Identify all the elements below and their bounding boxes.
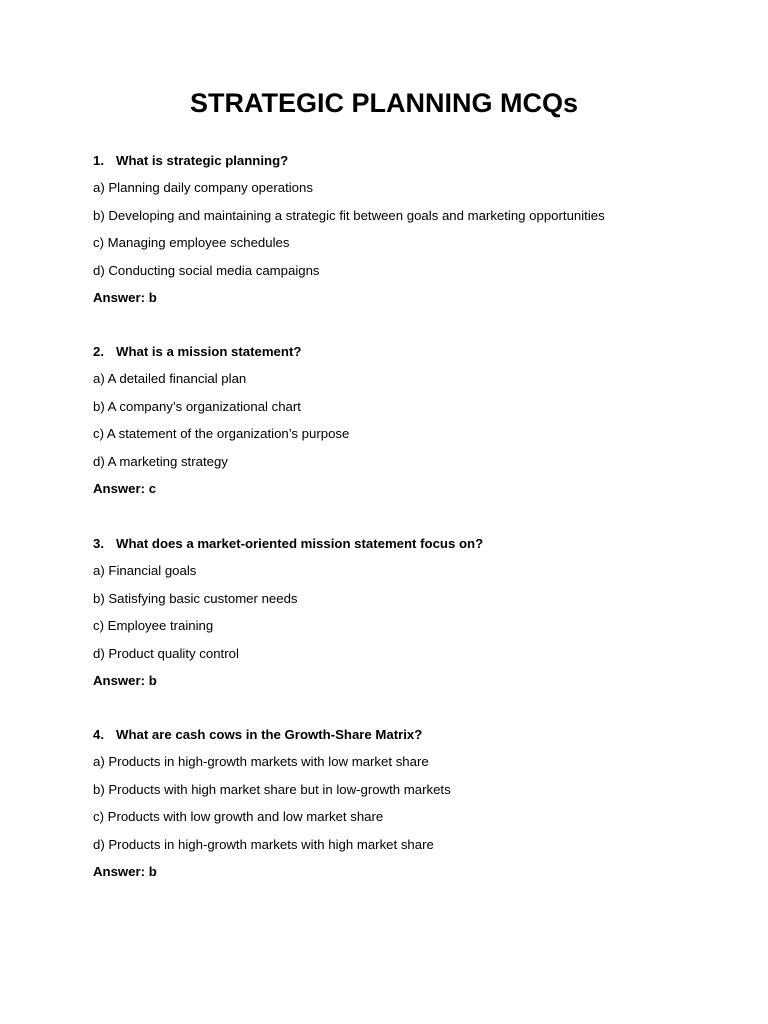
question-4-option-a: a) Products in high-growth markets with low market share (93, 754, 429, 770)
question-2-answer: Answer: c (93, 480, 157, 496)
question-1-text: What is strategic planning? (116, 153, 289, 168)
question-1-heading (93, 153, 733, 180)
question-1-number: 1. (93, 153, 104, 168)
question-1-answer: Answer: b (93, 289, 157, 305)
question-block-2 (93, 344, 733, 508)
question-3-option-d: d) Product quality control (93, 645, 239, 661)
question-4-option-d: d) Products in high-growth markets with high market share (93, 836, 434, 852)
page-title: STRATEGIC PLANNING MCQs (189, 88, 578, 118)
question-4-answer: Answer: b (93, 863, 157, 879)
question-3-heading (93, 536, 733, 563)
question-3-text: What does a market-oriented mission statement focus on? (116, 536, 484, 551)
question-2-option-d: d) A marketing strategy (93, 453, 228, 469)
question-3-option-b: b) Satisfying basic customer needs (93, 590, 298, 606)
question-4-text: What are cash cows in the Growth-Share Matrix? (116, 727, 423, 742)
question-3-answer: Answer: b (93, 672, 157, 688)
question-2-option-a: a) A detailed financial plan (93, 371, 247, 387)
question-4-option-b: b) Products with high market share but in low-growth markets (93, 781, 451, 797)
question-4-number: 4. (93, 727, 104, 742)
question-2-number: 2. (93, 344, 104, 359)
question-block-1 (93, 153, 733, 317)
question-1-option-b: b) Developing and maintaining a strategic fit between goals and marketing opportunities (93, 207, 605, 223)
question-2-text: What is a mission statement? (116, 344, 302, 359)
question-1-option-d: d) Conducting social media campaigns (93, 262, 320, 278)
question-4-option-c: c) Products with low growth and low market share (93, 809, 384, 825)
question-1-option-a: a) Planning daily company operations (93, 180, 313, 196)
question-3-number: 3. (93, 536, 104, 551)
question-1-option-c: c) Managing employee schedules (93, 235, 290, 251)
question-2-heading (93, 344, 733, 371)
question-2-option-b: b) A company’s organizational chart (93, 398, 301, 414)
question-4-heading (93, 727, 733, 754)
question-2-option-c: c) A statement of the organization’s purpose (93, 426, 350, 442)
question-3-option-a: a) Financial goals (93, 563, 197, 579)
question-block-3 (93, 536, 733, 700)
question-block-4 (93, 727, 733, 891)
question-3-option-c: c) Employee training (93, 618, 214, 634)
